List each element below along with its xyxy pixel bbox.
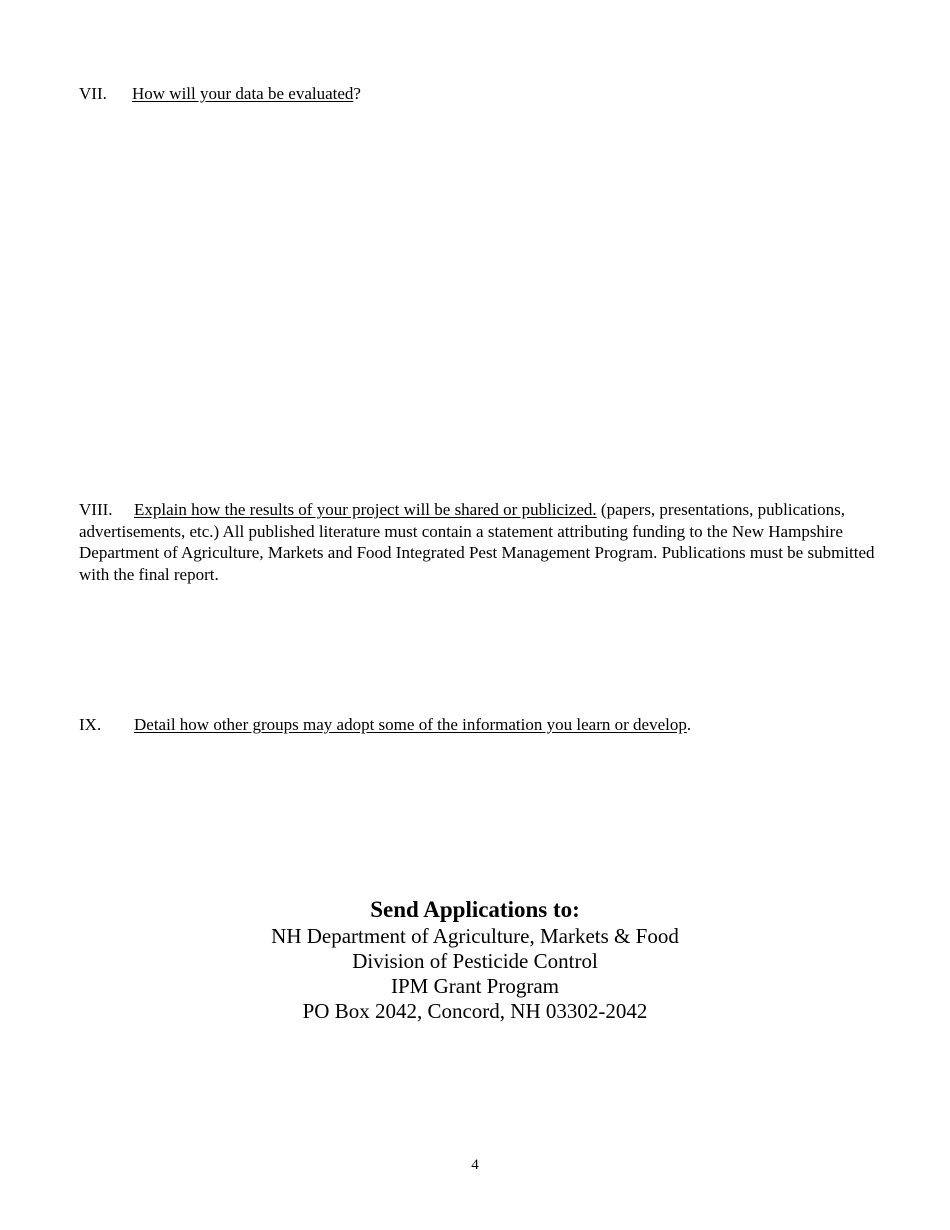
address-department: NH Department of Agriculture, Markets & Food <box>271 924 679 948</box>
section-viii-numeral: VIII. <box>79 500 113 519</box>
address-po-box: PO Box 2042, Concord, NH 03302-2042 <box>302 999 648 1023</box>
address-program: IPM Grant Program <box>391 974 559 998</box>
section-vii-trail: ? <box>353 84 361 103</box>
section-ix <box>79 714 879 736</box>
section-ix-question: Detail how other groups may adopt some of the information you learn or develop <box>134 715 687 734</box>
send-applications-block <box>0 896 950 1024</box>
section-ix-trail: . <box>686 715 692 734</box>
address-division: Division of Pesticide Control <box>352 949 598 973</box>
section-vii-numeral: VII. <box>79 84 107 103</box>
section-viii <box>79 499 879 585</box>
section-viii-body: (papers, presentations, publications, advertisements, etc.) All published literature must contain a statement attributing funding to the New Hampshire Department of Agriculture, Markets and Food Integrated Pest Management Program. Publications must be submitted with the final report. <box>79 500 875 584</box>
send-applications-heading: Send Applications to: <box>370 897 580 922</box>
section-ix-numeral: IX. <box>79 715 102 734</box>
section-viii-question: Explain how the results of your project will be shared or publicized. <box>134 500 597 519</box>
section-vii <box>79 83 879 105</box>
page-number: 4 <box>471 1157 479 1173</box>
section-vii-question: How will your data be evaluated <box>132 84 354 103</box>
